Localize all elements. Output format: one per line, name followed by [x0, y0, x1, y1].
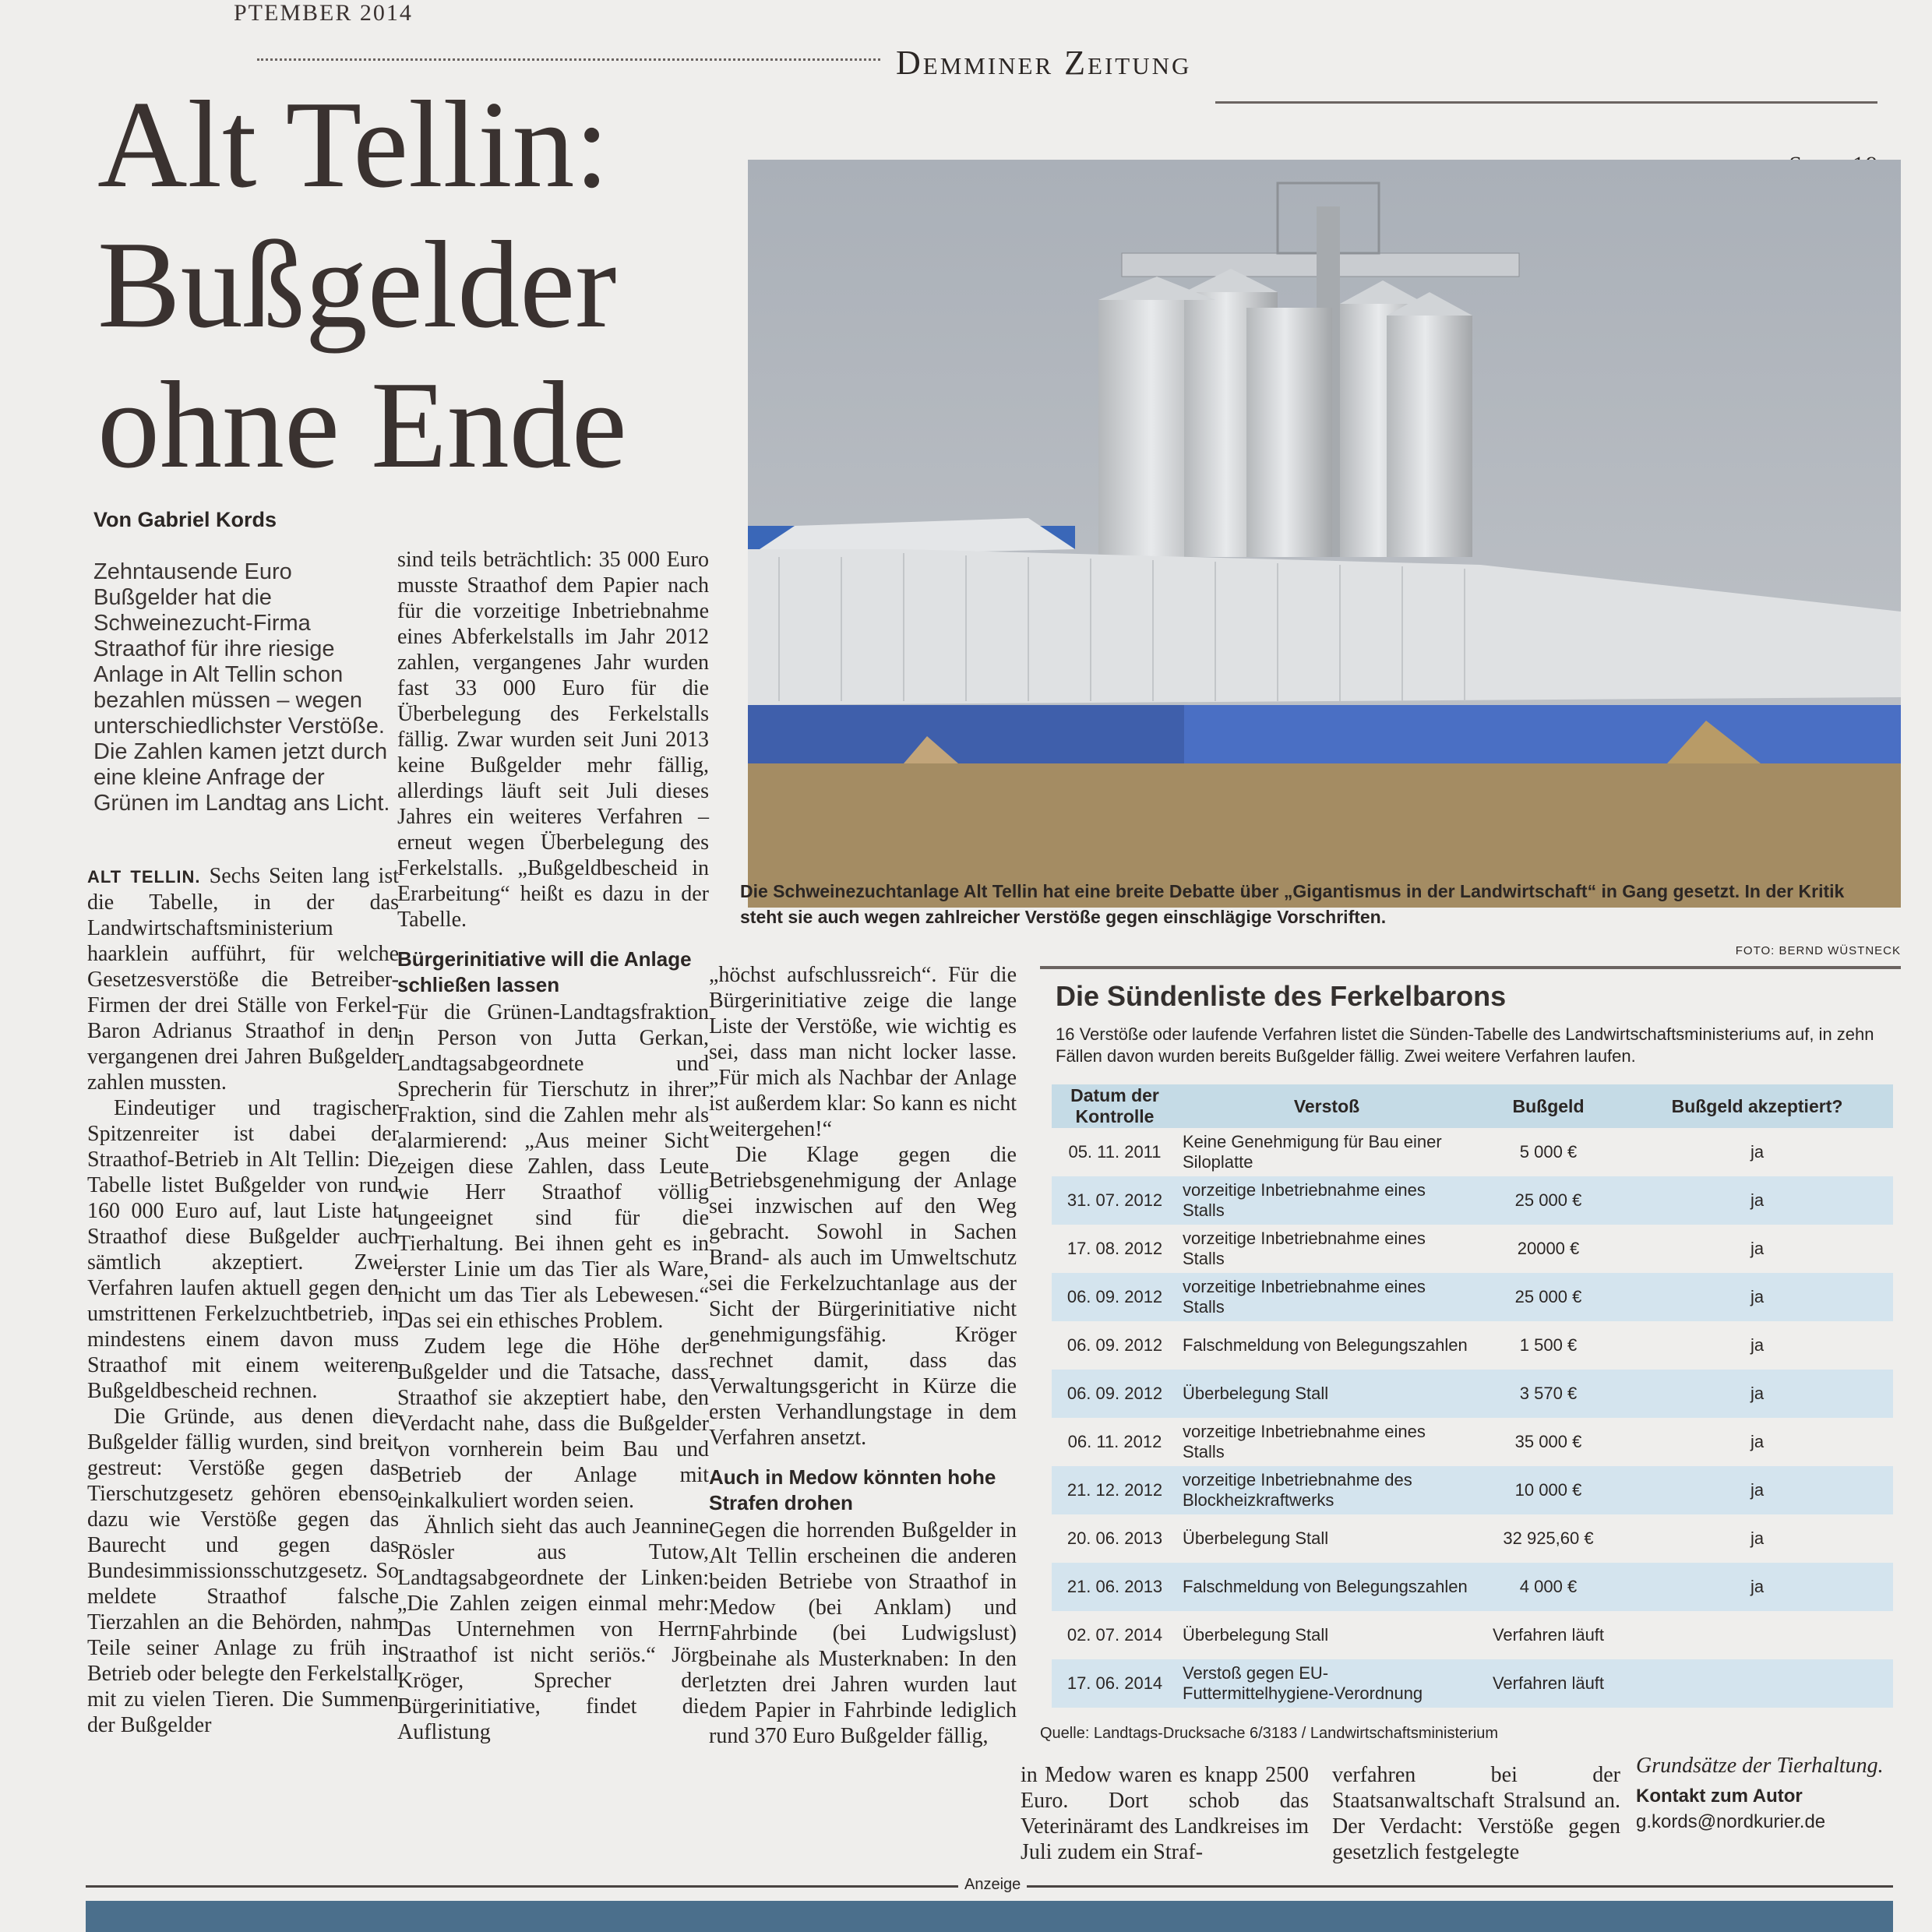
paragraph: Ähnlich sieht das auch Jeannine Rösler aus Tutow, Landtagsabgeordnete der Linken: „Die Zahlen zeigen einmal mehr: Das Unternehmen von Herrn Straathof ist nicht seriös.“ Jörg Kröger, Sprecher der Bürgerinitiative, findet die Auflistung [397, 1514, 709, 1744]
row-violation: vorzeitige Inbetriebnahme eines Stalls [1178, 1176, 1475, 1225]
row-fine: 35 000 € [1514, 1432, 1582, 1451]
row-accepted: ja [1750, 1432, 1765, 1451]
table-source: Quelle: Landtags-Drucksache 6/3183 / Landwirtschaftsministerium [1040, 1725, 1499, 1742]
article-column-3 [709, 962, 1017, 1749]
row-fine: 1 500 € [1519, 1335, 1578, 1355]
row-accepted: ja [1621, 1563, 1893, 1611]
table-body [1052, 1128, 1893, 1708]
sin-list-lead: 16 Verstöße oder laufende Verfahren listet die Sünden-Tabelle des Landwirtschaftsministeriums auf, in zehn Fällen davon wurden bereits Bußgelder fällig. Zwei weitere Verfahren laufen. [1056, 1024, 1874, 1066]
row-accepted: ja [1750, 1142, 1765, 1162]
row-date: 05. 11. 2011 [1068, 1142, 1162, 1162]
article-photo [748, 160, 1901, 908]
row-violation: vorzeitige Inbetriebnahme eines Stalls [1183, 1422, 1426, 1461]
photo-credit: FOTO: BERND WÜSTNECK [1735, 944, 1901, 957]
box-top-rule [1040, 966, 1901, 969]
row-fine: Verfahren läuft [1475, 1659, 1621, 1708]
table-row [1052, 1418, 1893, 1466]
row-accepted: ja [1750, 1528, 1765, 1548]
row-date: 06. 09. 2012 [1066, 1335, 1163, 1355]
issue-date: PTEMBER 2014 [234, 0, 413, 26]
row-fine: 32 925,60 € [1503, 1528, 1594, 1548]
table-row [1052, 1176, 1893, 1225]
row-violation: Keine Genehmigung für Bau einer Siloplatte [1183, 1132, 1442, 1172]
headline-line: ohne Ende [97, 355, 627, 494]
table-row [1052, 1611, 1893, 1659]
row-violation: Überbelegung Stall [1178, 1370, 1475, 1418]
paragraph: Grundsätze der Tierhaltung. [1636, 1754, 1884, 1778]
row-accepted: ja [1750, 1335, 1765, 1355]
table-row [1052, 1321, 1893, 1370]
paragraph: Eindeutiger und tragischer Spitzenreiter ist dabei der Straathof-Betrieb in Alt Tellin: Die Tabelle listet Bußgelder von rund 160 000 Euro auf, laut Liste hat Straathof diese Bußgelder auch sämtlich akzeptiert. Zwei Verfahren laufen aktuell gegen den umstrittenen Ferkelzuchtbetrieb, in mindestens einem davon muss Straathof mit einem weiteren Bußgeldbescheid rechnen. [87, 1096, 399, 1403]
paragraph: Zudem lege die Höhe der Bußgelder und die Tatsache, dass Straathof sie akzeptiert habe, den Verdacht nahe, dass die Bußgelder von vornherein beim Bau und Betrieb der Anlage mit einkalkuliert worden seien. [397, 1334, 709, 1513]
contact-email: g.kords@nordkurier.de [1636, 1811, 1826, 1832]
paragraph: Die Klage gegen die Betriebsgenehmigung der Anlage sei inzwischen auf den Weg gebracht. Sowohl in Sachen Brand- als auch im Umweltschutz sei die Ferkelzuchtanlage aus der Sicht der Bürgerinitiative nicht genehmigungsfähig. Kröger rechnet damit, dass das Verwaltungsgericht in Kürze die ersten Verhandlungstage in dem Verfahren ansetzt. [709, 1143, 1017, 1450]
masthead: Demminer Zeitung [896, 44, 1192, 82]
row-violation: vorzeitige Inbetriebnahme eines Stalls [1183, 1229, 1426, 1268]
article-column-6 [1636, 1753, 1901, 1835]
sin-list-title: Die Sündenliste des Ferkelbarons [1056, 980, 1507, 1012]
row-fine: 25 000 € [1475, 1176, 1621, 1225]
article-column-1 [87, 863, 399, 1738]
row-violation: Überbelegung Stall [1183, 1625, 1329, 1645]
table-row [1052, 1128, 1893, 1176]
byline: Von Gabriel Kords [93, 508, 277, 531]
masthead-divider [257, 58, 880, 61]
column-header: Verstoß [1178, 1084, 1475, 1128]
paragraph: Gegen die horrenden Bußgelder in Alt Tellin erscheinen die anderen beiden Betriebe von Straathof in Medow (bei Anklam) und Fahrbinde (bei Ludwigslust) beinahe als Musterknaben: In den letzten drei Jahren wurden laut dem Papier in Fahrbinde lediglich rund 370 Euro Bußgelder fällig, [709, 1518, 1017, 1748]
row-accepted [1621, 1659, 1893, 1708]
sin-list-box [1040, 966, 1901, 1743]
table-row [1052, 1659, 1893, 1708]
masthead-rule [1215, 101, 1877, 104]
row-accepted: ja [1621, 1466, 1893, 1514]
row-fine: 4 000 € [1475, 1563, 1621, 1611]
table-row [1052, 1563, 1893, 1611]
table-row [1052, 1225, 1893, 1273]
contact-label: Kontakt zum Autor [1636, 1786, 1803, 1807]
table-row [1052, 1514, 1893, 1563]
paragraph: Für die Grünen-Landtagsfraktion in Person von Jutta Gerkan, Landtagsabgeordnete und Sprecherin für Tierschutz in ihrer Fraktion, sind die Zahlen mehr als alarmierend: „Aus meiner Sicht zeigen diese Zahlen, dass Leute wie Herr Straathof völlig ungeeignet sind für die Tierhaltung. Bei ihnen geht es in erster Linie um das Tier als Ware, nicht um das Tier als Lebewesen.“ Das sei ein ethisches Problem. [397, 1000, 709, 1333]
row-date: 06. 09. 2012 [1052, 1273, 1178, 1321]
row-date: 20. 06. 2013 [1066, 1528, 1163, 1548]
dateline: ALT TELLIN. [87, 867, 201, 887]
row-fine: 10 000 € [1475, 1466, 1621, 1514]
row-fine: Verfahren läuft [1492, 1625, 1605, 1645]
row-violation: vorzeitige Inbetriebnahme eines Stalls [1178, 1273, 1475, 1321]
paragraph: ALT TELLIN. Sechs Seiten lang ist die Tabelle, in der das Landwirtschaftsministerium haarklein aufführt, für welche Gesetzesverstöße die Betreiber-Firmen der drei Ställe von Ferkel-Baron Adrianus Straathof in den vergangenen drei Jahren Bußgelder zahlen mussten. [87, 864, 399, 1095]
headline-line: Alt Tellin: [97, 75, 609, 213]
row-violation: vorzeitige Inbetriebnahme des Blockheizkraftwerks [1178, 1466, 1475, 1514]
intro-teaser: Zehntausende Euro Bußgelder hat die Schweinezucht-Firma Straathof für ihre riesige Anlage in Alt Tellin schon bezahlen müssen – wegen unterschiedlichster Verstöße. Die Zahlen kamen jetzt durch eine kleine Anfrage der Grünen im Landtag ans Licht. [93, 559, 390, 816]
row-fine: 3 570 € [1475, 1370, 1621, 1418]
row-date: 31. 07. 2012 [1052, 1176, 1178, 1225]
table-row [1052, 1466, 1893, 1514]
article-column-4 [1021, 1762, 1309, 1865]
pig-farm-photo-image [748, 160, 1901, 908]
row-date: 21. 12. 2012 [1052, 1466, 1178, 1514]
row-violation: Überbelegung Stall [1183, 1528, 1329, 1548]
paragraph: in Medow waren es knapp 2500 Euro. Dort schob das Veterinäramt des Landkreises im Juli zudem ein Straf- [1021, 1763, 1309, 1864]
row-date: 17. 06. 2014 [1052, 1659, 1178, 1708]
row-accepted: ja [1750, 1239, 1765, 1258]
row-fine: 20000 € [1517, 1239, 1580, 1258]
row-date: 02. 07. 2014 [1066, 1625, 1163, 1645]
photo-caption: Die Schweinezuchtanlage Alt Tellin hat eine breite Debatte über „Gigantismus in der Landwirtschaft“ in Gang gesetzt. In der Kritik steht sie auch wegen zahlreicher Verstöße gegen einschlägige Vorschriften. [740, 881, 1845, 927]
headline [97, 74, 767, 495]
subheading: Auch in Medow könnten hohe Strafen drohen [709, 1465, 996, 1514]
column-header: Bußgeld [1475, 1084, 1621, 1128]
row-violation: Falschmeldung von Belegungszahlen [1183, 1335, 1468, 1355]
column-header: Datum der Kontrolle [1052, 1084, 1178, 1128]
table-header-row [1052, 1084, 1893, 1128]
paragraph: verfahren bei der Staatsanwaltschaft Stralsund an. Der Verdacht: Verstöße gegen gesetzlich festgelegte [1332, 1763, 1620, 1864]
paragraph: sind teils beträchtlich: 35 000 Euro musste Straathof dem Papier nach für die vorzeitige Inbetriebnahme eines Abferkelstalls im Jahr 2012 zahlen, vergangenes Jahr wurden fast 33 000 Euro für die Überbelegung des Ferkelstalls fällig. Zwar wurden seit Juni 2013 keine Bußgelder mehr fällig, allerdings läuft seit Juli dieses Jahres ein weiteres Verfahren – erneut wegen Überbelegung des Ferkelstalls. „Bußgeldbescheid in Erarbeitung“ heißt es dazu in der Tabelle. [397, 548, 709, 932]
row-accepted [1621, 1611, 1893, 1659]
article-column-5 [1332, 1762, 1620, 1865]
headline-line: Bußgelder [97, 215, 617, 354]
row-accepted: ja [1621, 1176, 1893, 1225]
table-row [1052, 1273, 1893, 1321]
ad-label: Anzeige [958, 1876, 1027, 1894]
row-fine: 5 000 € [1519, 1142, 1578, 1162]
paragraph: „höchst aufschlussreich“. Für die Bürgerinitiative zeige die lange Liste der Verstöße, wie wichtig es sei, dass man nicht locker lasse. „Für mich als Nachbar der Anlage ist außerdem klar: So kann es nicht weitergehen!“ [709, 963, 1017, 1141]
article-column-2 [397, 547, 709, 1745]
row-accepted: ja [1621, 1273, 1893, 1321]
paragraph: Die Gründe, aus denen die Bußgelder fällig wurden, sind breit gestreut: Verstöße gegen das Tierschutzgesetz gehören ebenso dazu wie Verstöße gegen das Baurecht und gegen das Bundesimmissionsschutzgesetz. So meldete Straathof falsche Tierzahlen an die Behörden, nahm Teile seiner Anlage zu früh in Betrieb oder belegte den Ferkelstall mit zu vielen Tieren. Die Summen der Bußgelder [87, 1405, 399, 1737]
row-violation: Verstoß gegen EU-Futtermittelhygiene-Verordnung [1178, 1659, 1475, 1708]
column-header: Bußgeld akzeptiert? [1621, 1084, 1893, 1128]
row-date: 17. 08. 2012 [1066, 1239, 1163, 1258]
subheading: Bürgerinitiative will die Anlage schließen lassen [397, 947, 692, 996]
ad-banner [86, 1901, 1893, 1932]
row-date: 21. 06. 2013 [1052, 1563, 1178, 1611]
row-violation: Falschmeldung von Belegungszahlen [1178, 1563, 1475, 1611]
row-fine: 25 000 € [1475, 1273, 1621, 1321]
violations-table [1052, 1084, 1893, 1708]
row-date: 06. 11. 2012 [1067, 1432, 1162, 1451]
row-date: 06. 09. 2012 [1052, 1370, 1178, 1418]
table-row [1052, 1370, 1893, 1418]
row-accepted: ja [1621, 1370, 1893, 1418]
